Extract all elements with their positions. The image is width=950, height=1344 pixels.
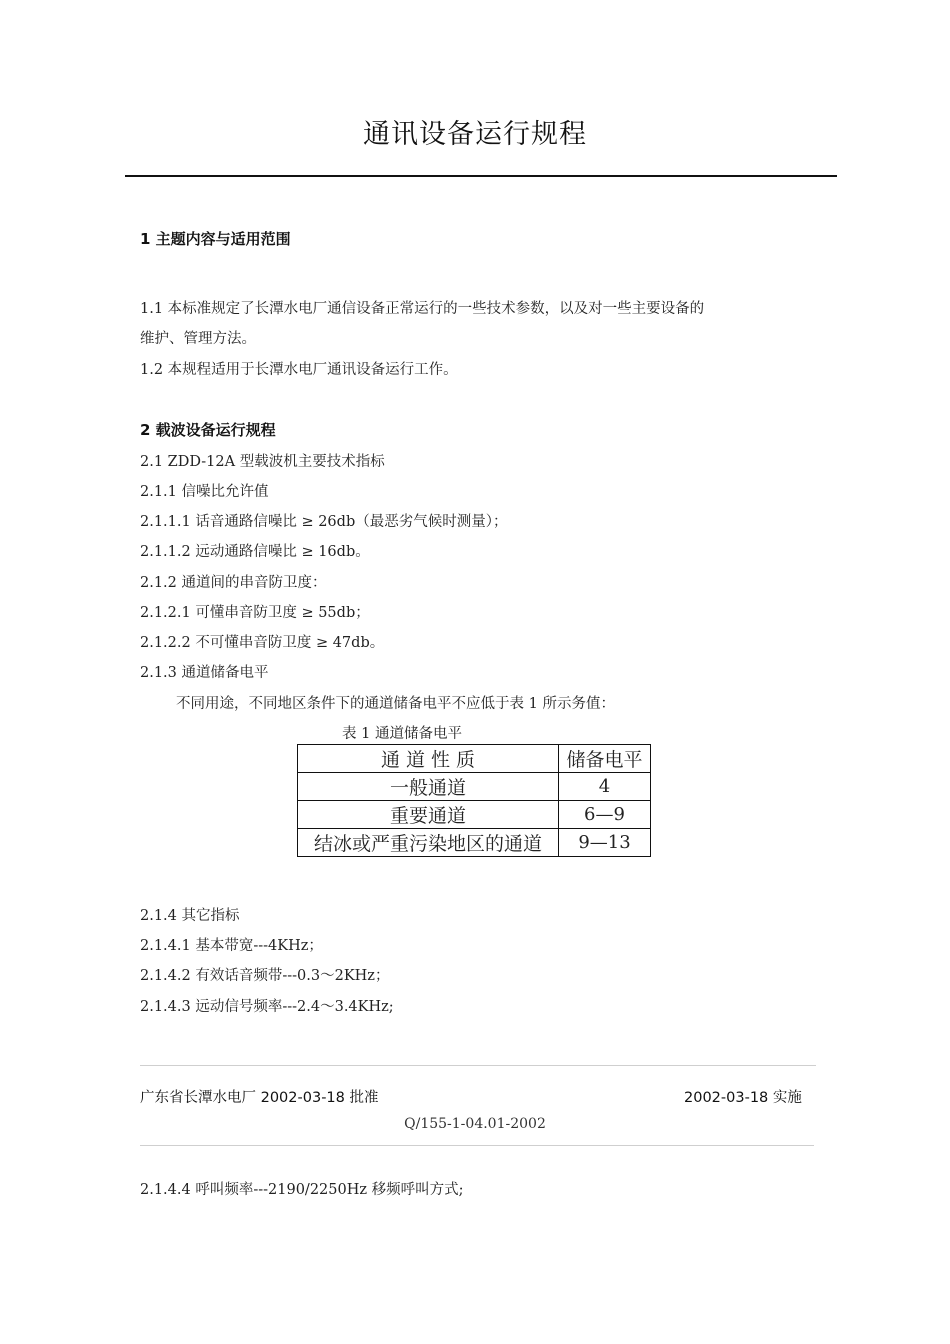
document-code: Q/155-1-04.01-2002 [404,1116,546,1132]
table-row [298,829,651,857]
section-1-heading: 1 主题内容与适用范围 [140,230,291,248]
footer-approval: 广东省长潭水电厂 2002-03-18 批准 [140,1090,379,1106]
footer-bottom-divider [140,1145,814,1146]
clause-2-1-2: 2.1.2 通道间的串音防卫度： [140,575,327,591]
reserve-level-table [297,744,651,857]
table-row [298,773,651,801]
table-cell: 重要通道 [298,801,559,829]
table-cell: 结冰或严重污染地区的通道 [298,829,559,857]
table-cell: 4 [559,773,651,801]
clause-2-1-1-1: 2.1.1.1 话音通路信噪比 ≥ 26db（最恶劣气候时测量）； [140,514,508,530]
table-cell: 6—9 [559,801,651,829]
clause-2-1-3: 2.1.3 通道储备电平 [140,665,269,681]
paragraph-1-1-line-1: 1.1 本标准规定了长潭水电厂通信设备正常运行的一些技术参数，以及对一些主要设备的 [140,301,705,317]
clause-2-1-4-1: 2.1.4.1 基本带宽---4KHz； [140,938,323,954]
clause-2-1-1: 2.1.1 信噪比允许值 [140,484,269,500]
table-header-cell: 储备电平 [559,745,651,773]
clause-2-1-2-1: 2.1.2.1 可懂串音防卫度 ≥ 55db； [140,605,370,621]
clause-2-1-4-2: 2.1.4.2 有效话音频带---0.3～2KHz； [140,968,390,984]
page-title: 通讯设备运行规程 [363,119,587,150]
table-caption: 表 1 通道储备电平 [342,726,462,742]
table-cell: 9—13 [559,829,651,857]
clause-2-1-4: 2.1.4 其它指标 [140,908,240,924]
table-row [298,801,651,829]
table-header-cell: 通 道 性 质 [298,745,559,773]
clause-2-1-1-2: 2.1.1.2 远动通路信噪比 ≥ 16db。 [140,544,370,560]
paragraph-1-2: 1.2 本规程适用于长潭水电厂通讯设备运行工作。 [140,362,458,378]
table-header-row [298,745,651,773]
clause-2-1-4-4: 2.1.4.4 呼叫频率---2190/2250Hz 移频呼叫方式; [140,1182,464,1198]
title-underline [125,175,837,177]
section-2-heading: 2 载波设备运行规程 [140,421,276,439]
paragraph-1-1-line-2: 维护、管理方法。 [140,331,256,347]
footer-top-divider [140,1065,816,1066]
clause-2-1: 2.1 ZDD-12A 型载波机主要技术指标 [140,454,385,470]
footer-effective-date: 2002-03-18 实施 [684,1090,802,1106]
table-cell: 一般通道 [298,773,559,801]
clause-2-1-3-text: 不同用途，不同地区条件下的通道储备电平不应低于表 1 所示务值： [176,696,615,712]
clause-2-1-4-3: 2.1.4.3 远动信号频率---2.4～3.4KHz; [140,999,394,1015]
clause-2-1-2-2: 2.1.2.2 不可懂串音防卫度 ≥ 47db。 [140,635,385,651]
